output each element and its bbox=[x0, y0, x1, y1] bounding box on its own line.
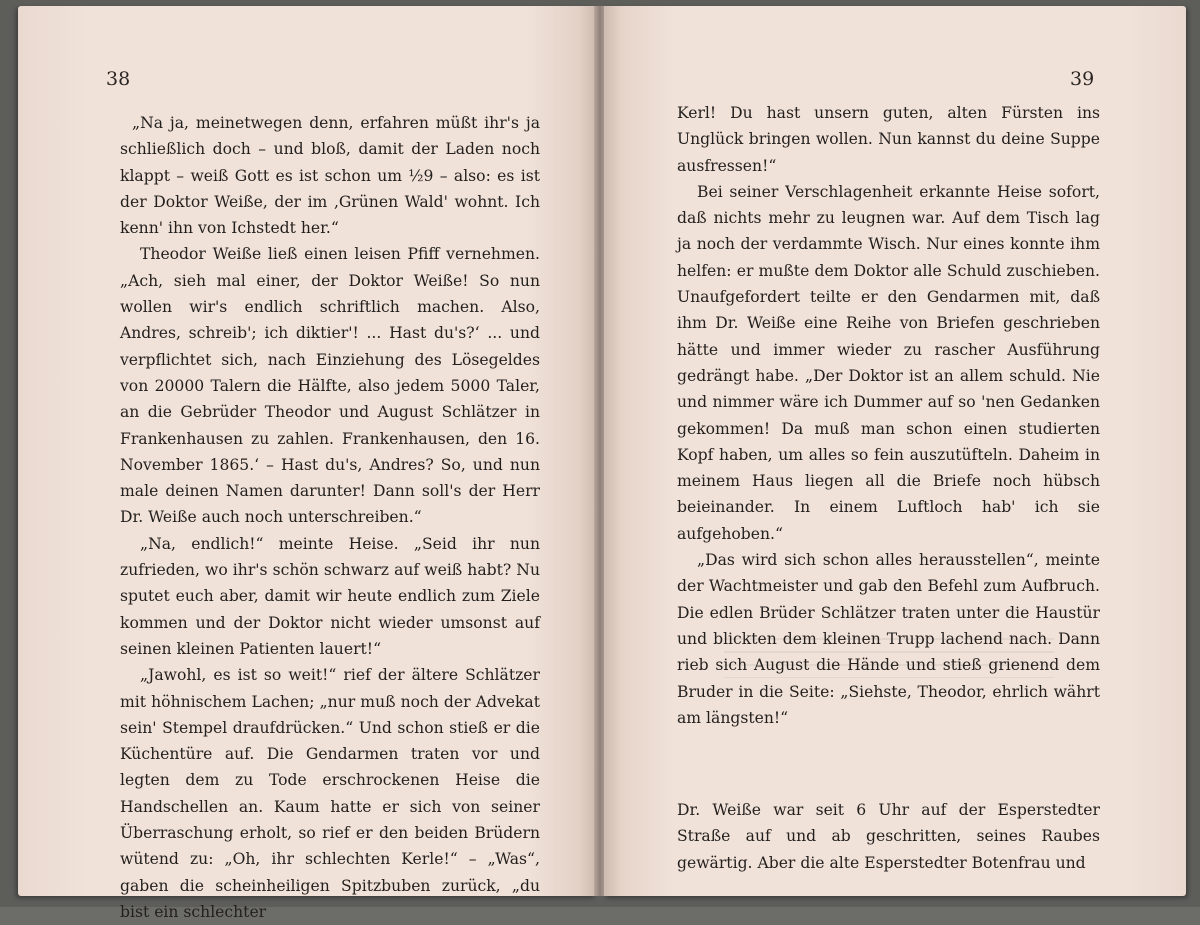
left-page bbox=[18, 6, 596, 921]
paragraph: „Das wird sich schon alles herausstellen“, meinte der Wachtmeister und gab den Befehl zum Aufbruch. Die edlen Brüder Schlätzer traten unter die Haustür und blickten dem kleinen Trupp lachend nach. Dann rieb sich August die Hände und stieß grienend dem Bruder in die Seite: „Siehste, Theodor, ehrlich währt am längsten!“ bbox=[677, 551, 1100, 727]
paragraph: Theodor Weiße ließ einen leisen Pfiff vernehmen. „Ach, sieh mal einer, der Doktor Weiße! So nun wollen wir's endlich schriftlich machen. Also, Andres, schreib'; ich diktier'! ... Hast du's?‘ ... und verpflichtet sich, nach Einziehung des Lösegeldes von 20000 Talern die Hälfte, also jedem 5000 Taler, an die Gebrüder Theodor und August Schlätzer in Frankenhausen zu zahlen. Frankenhausen, den 16. November 1865.‘ – Hast du's, Andres? So, und nun male deinen Namen darunter! Dann soll's der Herr Dr. Weiße auch noch unterschreiben.“ bbox=[120, 245, 540, 527]
paragraph: Kerl! Du hast unsern guten, alten Fürsten ins Unglück bringen wollen. Nun kannst du deine Suppe ausfressen!“ bbox=[677, 104, 1100, 175]
page-number: 39 bbox=[1070, 68, 1095, 90]
paragraph: Dr. Weiße war seit 6 Uhr auf der Esperstedter Straße auf und ab geschritten, seines Raubes gewärtig. Aber die alte Esperstedter Botenfrau und bbox=[677, 801, 1100, 872]
right-page-text bbox=[677, 100, 1100, 876]
section-break bbox=[677, 731, 1100, 797]
paragraph: Bei seiner Verschlagenheit erkannte Heise sofort, daß nichts mehr zu leugnen war. Auf dem Tisch lag ja noch der verdammte Wisch. Nur eines konnte ihm helfen: er mußte dem Doktor alle Schuld zuschieben. Unaufgefordert teilte er den Gendarmen mit, daß ihm Dr. Weiße eine Reihe von Briefen geschrieben hätte und immer wieder zu rascher Ausführung gedrängt habe. „Der Doktor ist an allem schuld. Nie und nimmer wäre ich Dummer auf so 'nen Gedanken gekommen! Da muß man schon einen studierten Kopf haben, um alles so fein auszutüfteln. Daheim in meinem Haus liegen all die Briefe noch hübsch beieinander. In einem Luftloch hab' ich sie aufgehoben.“ bbox=[677, 182, 1100, 543]
paragraph: „Na, endlich!“ meinte Heise. „Seid ihr nun zufrieden, wo ihr's schön schwarz auf weiß habt? Nu sputet euch aber, damit wir heute endlich zum Ziele kommen und der Doktor nicht wieder umsonst auf seinen kleinen Patienten lauert!“ bbox=[120, 534, 540, 658]
right-page bbox=[604, 6, 1186, 896]
left-page-text bbox=[120, 110, 540, 925]
paragraph: „Jawohl, es ist so weit!“ rief der ältere Schlätzer mit höhnischem Lachen; „nur muß noch der Advekat sein' Stempel draufdrücken.“ Und schon stieß er die Küchentüre auf. Die Gendarmen traten vor und legten dem zu Tode erschrockenen Heise die Handschellen an. Kaum hatte er sich von seiner Überraschung erholt, so rief er den beiden Brüdern wütend zu: „Oh, ihr schlechten Kerle!“ – „Was“, gaben die scheinheiligen Spitzbuben zurück, „du bist ein schlechter bbox=[120, 666, 540, 921]
paragraph: „Na ja, meinetwegen denn, erfahren müßt ihr's ja schließlich doch – und bloß, damit der Laden noch klappt – weiß Gott es ist schon um ½9 – also: es ist der Doktor Weiße, der im ‚Grünen Wald' wohnt. Ich kenn' ihn von Ichstedt her.“ bbox=[120, 114, 540, 238]
page-number: 38 bbox=[106, 68, 131, 90]
